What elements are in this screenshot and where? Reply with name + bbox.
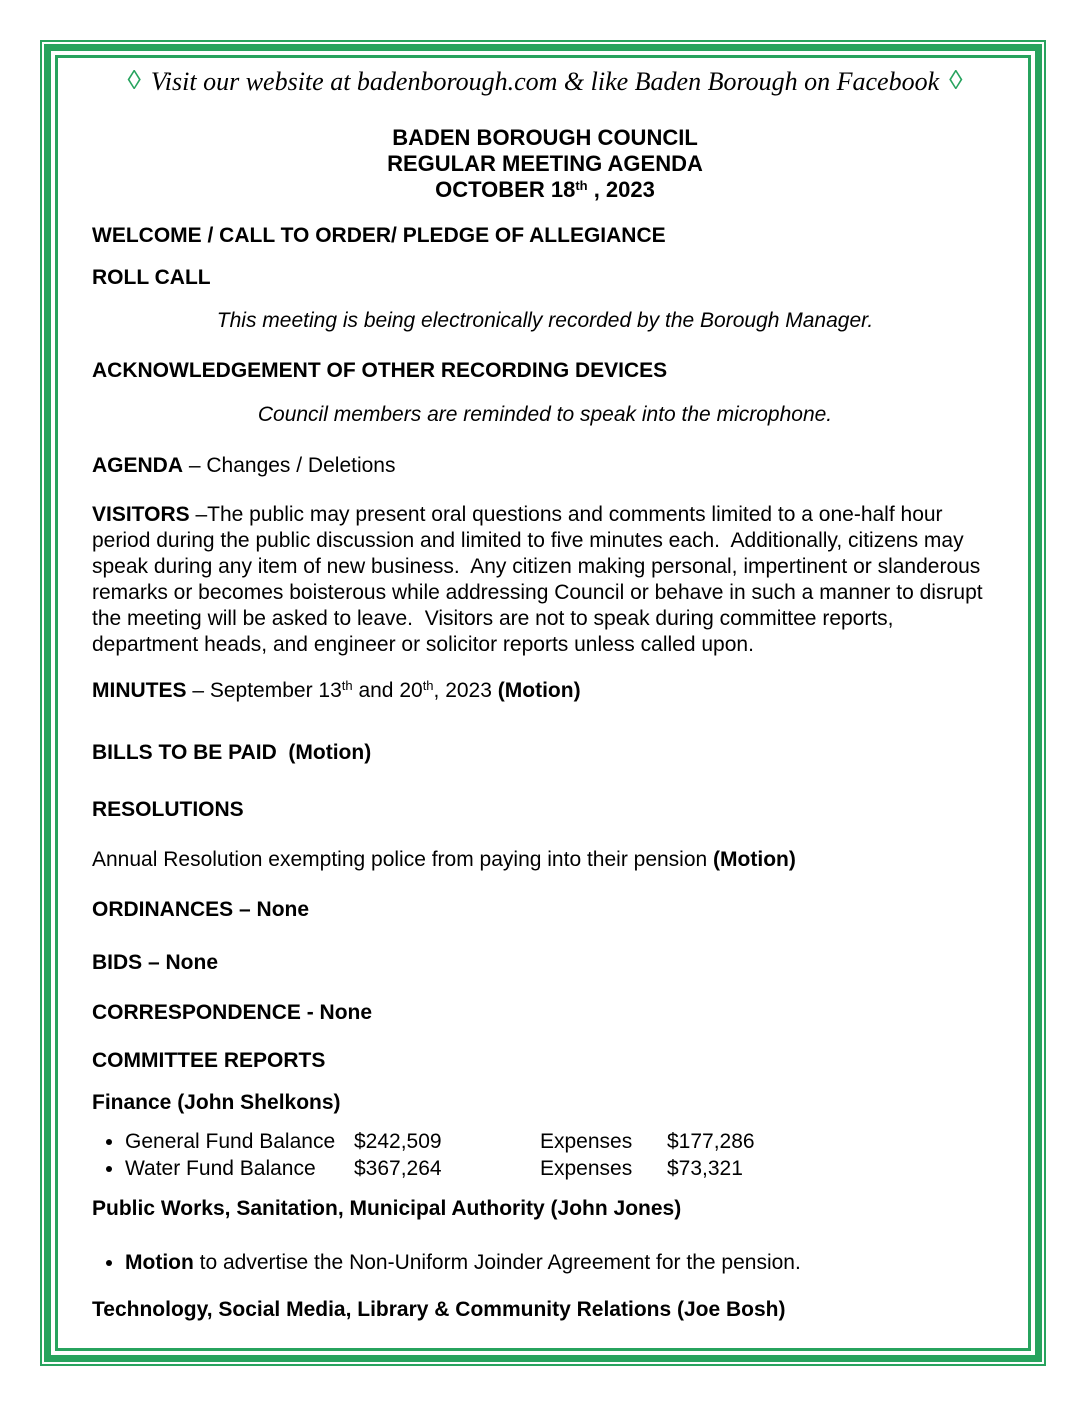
title-council: BADEN BOROUGH COUNCIL xyxy=(392,125,698,150)
minutes-date-1: – September 13 xyxy=(186,679,342,702)
superscript-ordinal: th xyxy=(422,678,434,693)
finance-list xyxy=(92,1128,998,1182)
expenses-amount: $177,286 xyxy=(667,1130,755,1153)
document-content xyxy=(58,58,1028,1348)
minutes-motion: (Motion) xyxy=(497,679,581,702)
title-date-year: , 2023 xyxy=(587,177,655,202)
expenses-label: Expenses xyxy=(540,1130,633,1153)
motion-label: Motion xyxy=(125,1251,194,1274)
fund-label: General Fund Balance xyxy=(125,1130,336,1153)
title-date xyxy=(92,177,998,203)
heading-bills: BILLS TO BE PAID (Motion) xyxy=(92,741,372,764)
visitors-label: VISITORS xyxy=(92,503,190,526)
heading-ordinances: ORDINANCES – None xyxy=(92,898,310,921)
recording-note: This meeting is being electronically recorded by the Borough Manager. xyxy=(216,309,874,332)
heading-welcome: WELCOME / CALL TO ORDER/ PLEDGE OF ALLEGIANCE xyxy=(92,224,666,247)
heading-acknowledgement: ACKNOWLEDGEMENT OF OTHER RECORDING DEVICES xyxy=(92,359,668,382)
fund-label: Water Fund Balance xyxy=(125,1157,316,1180)
minutes-date-3: , 2023 xyxy=(433,679,498,702)
heading-public-works: Public Works, Sanitation, Municipal Authority (John Jones) xyxy=(92,1197,682,1220)
visitors-paragraph xyxy=(92,502,998,658)
title-date-text: OCTOBER 18 xyxy=(435,177,576,202)
annual-resolution-text: Annual Resolution exempting police from paying into their pension xyxy=(92,848,714,871)
page-border-outer xyxy=(40,40,1046,1366)
diamond-icon-right: ◊ xyxy=(949,65,963,95)
page-border-middle xyxy=(44,44,1042,1362)
expenses-amount: $73,321 xyxy=(667,1157,743,1180)
heading-roll-call: ROLL CALL xyxy=(92,266,211,289)
minutes-date-2: and 20 xyxy=(352,679,423,702)
motion-item xyxy=(125,1249,998,1276)
website-banner xyxy=(92,64,998,99)
heading-correspondence: CORRESPONDENCE - None xyxy=(92,1001,373,1024)
superscript-ordinal: th xyxy=(575,178,588,193)
annual-resolution-motion: (Motion) xyxy=(713,848,796,871)
expenses-label: Expenses xyxy=(540,1157,633,1180)
heading-bids: BIDS – None xyxy=(92,951,219,974)
minutes-label: MINUTES xyxy=(92,679,187,702)
fund-balance: $367,264 xyxy=(354,1157,442,1180)
fund-balance: $242,509 xyxy=(354,1130,442,1153)
heading-finance: Finance (John Shelkons) xyxy=(92,1091,341,1114)
agenda-text: – Changes / Deletions xyxy=(183,454,396,477)
motion-list xyxy=(92,1249,998,1276)
heading-resolutions: RESOLUTIONS xyxy=(92,798,244,821)
visitors-text: –The public may present oral questions and comments limited to a one-half hour period during the public discussion and limited to five minutes each. Additionally, citizens may speak during any item of new business. Any citizen making personal, impertinent or slanderous remarks or becomes boisterous while addressing Council or behave in such a manner to disrupt the meeting will be asked to leave. Visitors are not to speak during committee reports, department heads, and engineer or solicitor reports unless called upon. xyxy=(92,503,989,656)
heading-technology: Technology, Social Media, Library & Community Relations (Joe Bosh) xyxy=(92,1298,786,1321)
agenda-label: AGENDA xyxy=(92,454,184,477)
finance-row-general-fund xyxy=(125,1128,998,1155)
motion-text: to advertise the Non-Uniform Joinder Agreement for the pension. xyxy=(193,1251,801,1274)
annual-resolution-line xyxy=(92,847,998,873)
minutes-line xyxy=(92,678,998,704)
page-border-inner xyxy=(55,55,1031,1351)
superscript-ordinal: th xyxy=(341,678,353,693)
microphone-note: Council members are reminded to speak into the microphone. xyxy=(257,403,833,426)
heading-committee-reports: COMMITTEE REPORTS xyxy=(92,1049,326,1072)
diamond-icon-left: ◊ xyxy=(127,65,141,95)
document-title xyxy=(92,125,998,203)
agenda-line xyxy=(92,453,998,479)
finance-row-water-fund xyxy=(125,1155,998,1182)
title-agenda: REGULAR MEETING AGENDA xyxy=(387,151,703,176)
website-banner-text: Visit our website at badenborough.com & like Baden Borough on Facebook xyxy=(150,67,940,96)
